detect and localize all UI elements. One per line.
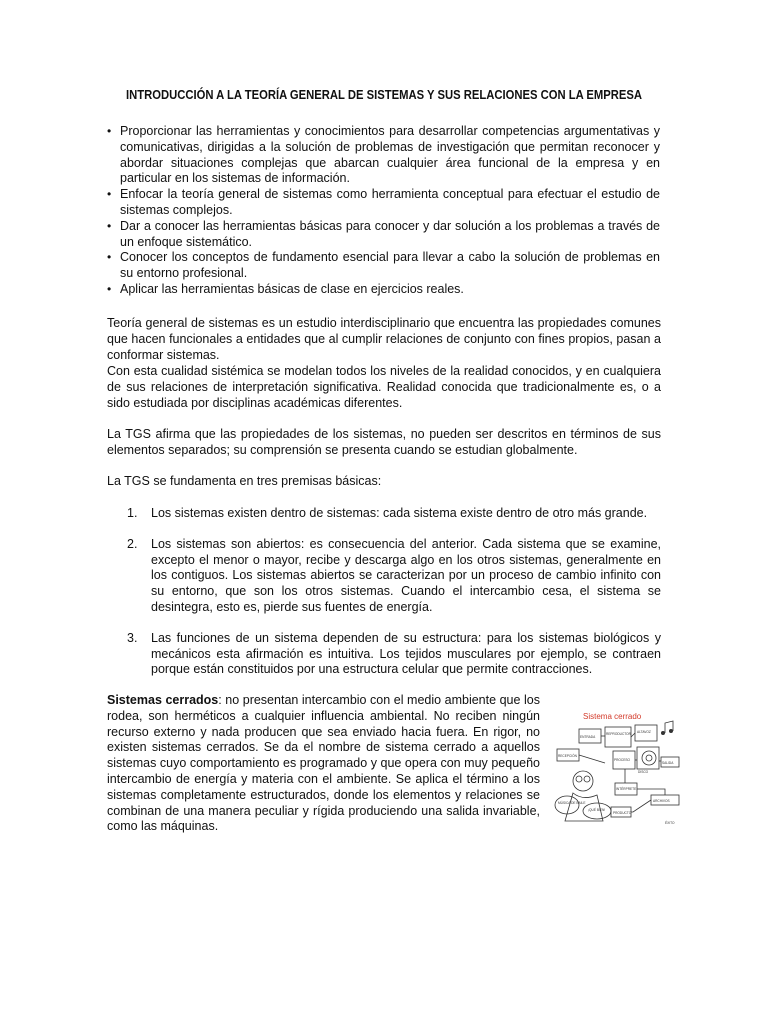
paragraph-definition: Teoría general de sistemas es un estudio interdisciplinario que encuentra las propiedades comunes que hacen funcionales a entidades que al cumplir relaciones de conjunto con fines propios, pasan a conformar sistemas. [107,316,661,362]
closed-systems-text: : no presentan intercambio con el medio ambiente que los rodea, son herméticos a cualquier influencia ambiental. No reciben ningún recurso externo y nada producen que sea enviado hacia fuera. En rigor, no existen sistemas cerrados. Se da el nombre de sistema cerrado a aquellos sistemas cuyo comportamiento es programado y que opera con muy pequeño intercambio de energía y materia con el ambiente. Se aplica el término a los sistemas completamente estructurados, donde los elementos y relaciones se combinan de una manera peculiar y rígida produciendo una salida invariable, como las máquinas. [107,693,540,834]
list-number: 2. [127,536,138,551]
list-text: Los sistemas son abiertos: es consecuencia del anterior. Cada sistema que se examine, excepto el menor o mayor, recibe y descarga algo en los otros sistemas, generalmente en los contiguos. Los sistemas abiertos se caracterizan por un proceso de cambio infinito con su entorno, que son los otros sistemas. Cuando el intercambio cesa, el sistema se desintegra, esto es, pierde sus fuentes de energía. [151,536,661,614]
figure-caption: Sistema cerrado [583,712,642,721]
figure-speaker [642,751,656,765]
page-title: INTRODUCCIÓN A LA TEORÍA GENERAL DE SISTEMAS Y SUS RELACIONES CON LA EMPRESA [125,88,643,102]
list-number: 1. [127,506,138,520]
list-item: • Proporcionar las herramientas y conocimientos para desarrollar competencias argumentativas y comunicativas, dirigidas a la solución de problemas de investigación que permitan reconocer y abordar situaciones complejas que abarcan cualquier área funcional de la empresa y en particular en los sistemas de información. [108,124,660,187]
figure-label: INTÉRPRETE [616,787,637,791]
figure-speech-bubble [555,796,579,814]
paragraph-systemic-quality: Con esta cualidad sistémica se modelan todos los niveles de la realidad conocidos, y en cualquiera de sus relaciones de interpretación significativa. Realidad conocida que tradicionalmente es, o a sido estudiada por disciplinas académicas diferentes. [107,364,661,410]
figure-person-head [573,771,593,791]
figure-label: DISCO [638,770,649,774]
music-note-head [669,729,673,733]
list-item: • Aplicar las herramientas básicas de clase en ejercicios reales. [108,282,660,298]
figure-label: MÚSICA DE BAILE [558,801,586,805]
figure-arrow [631,733,635,737]
figure-arrow [631,800,651,812]
figure-person-eye [584,776,590,782]
music-note-head [661,731,665,735]
figure-label: PROCESO [614,758,630,762]
figure-label: SALIDA [662,761,674,765]
figure-label: RECEPCIÓN [558,754,577,758]
paragraph-premises-intro: La TGS se fundamenta en tres premisas básicas: [107,474,382,488]
list-item [127,537,661,616]
list-text: Las funciones de un sistema dependen de su estructura: para los sistemas biológicos y mecánicos esta afirmación es intuitiva. Los tejidos musculares por ejemplo, se contraen porque están constituidos por una estructura celular que permite contracciones. [151,630,661,677]
objectives-list [108,124,660,298]
list-item [127,506,661,522]
list-item: • Enfocar la teoría general de sistemas como herramienta conceptual para efectuar el estudio de sistemas complejos. [108,187,660,219]
figure-label: REPRODUCTOR [606,732,631,736]
figure-label: ALTAVOZ [637,730,651,734]
closed-system-illustration [553,703,681,828]
figure-label: ¡QUÉ BIEN! [588,808,606,812]
figure-speaker-cone [646,755,652,761]
figure-label: ARCHIVOS [653,799,670,803]
figure-box [605,727,631,747]
figure-label: ENTRADA [580,735,596,739]
list-text: Los sistemas existen dentro de sistemas: cada sistema existe dentro de otro más grande. [151,506,648,520]
figure-arrow [579,755,605,763]
list-item [127,631,661,678]
premises-list [127,506,661,693]
list-item: • Conocer los conceptos de fundamento esencial para llevar a cabo la solución de problemas en su entorno profesional. [108,250,660,282]
figure-arrow [637,789,665,795]
figure-label: ÉXITO [665,821,675,825]
closed-systems-paragraph [107,693,540,835]
figure-person-body [565,793,606,821]
figure-person-eye [576,776,582,782]
paragraph-tgs-properties: La TGS afirma que las propiedades de los sistemas, no pueden ser descritos en términos de sus elementos separados; su comprensión se presenta cuando se estudian globalmente. [107,427,661,457]
figure-label: PRODUCTO [613,811,632,815]
list-number: 3. [127,630,138,645]
closed-systems-term: Sistemas cerrados [107,693,219,707]
list-item: • Dar a conocer las herramientas básicas para conocer y dar solución a los problemas a través de un enfoque sistemático. [108,219,660,251]
